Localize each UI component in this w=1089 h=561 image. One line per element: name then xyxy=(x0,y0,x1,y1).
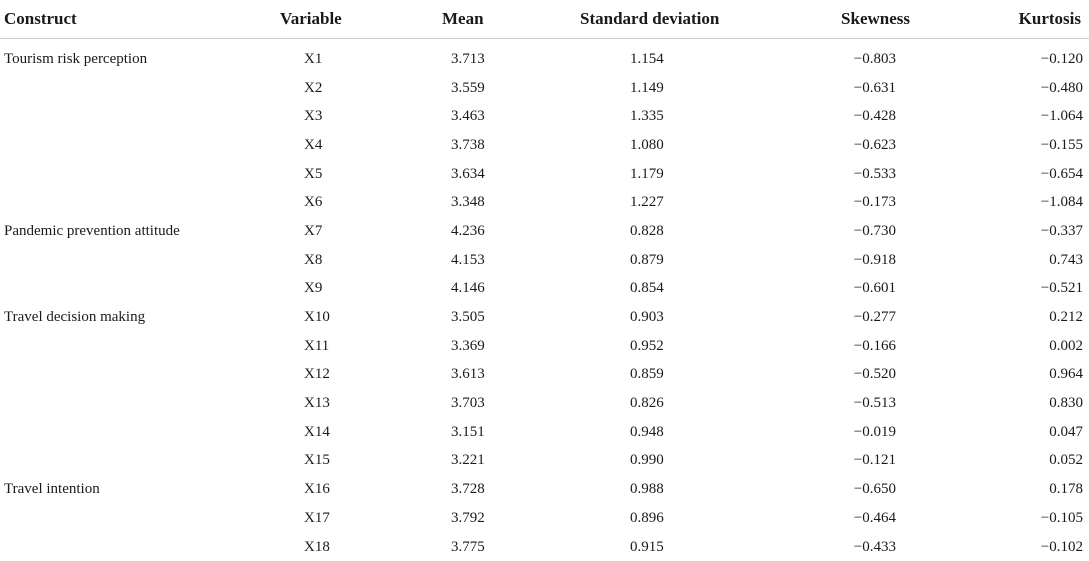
table-row xyxy=(0,45,1089,74)
cell-skewness: −0.277 xyxy=(750,303,930,332)
cell-construct: Tourism risk perception xyxy=(0,45,240,74)
cell-kurtosis: 0.743 xyxy=(930,246,1089,275)
header-mean: Mean xyxy=(400,0,530,39)
cell-standard-deviation: 0.990 xyxy=(530,447,750,476)
cell-skewness: −0.019 xyxy=(750,418,930,447)
table-row xyxy=(0,389,1089,418)
cell-construct xyxy=(0,246,240,275)
cell-kurtosis: 0.212 xyxy=(930,303,1089,332)
cell-variable: X12 xyxy=(240,361,400,390)
cell-standard-deviation: 0.879 xyxy=(530,246,750,275)
cell-kurtosis: −0.120 xyxy=(930,45,1089,74)
cell-standard-deviation: 0.948 xyxy=(530,418,750,447)
table-row xyxy=(0,217,1089,246)
cell-construct: Travel intention xyxy=(0,475,240,504)
cell-variable: X10 xyxy=(240,303,400,332)
cell-standard-deviation: 0.859 xyxy=(530,361,750,390)
cell-mean: 3.505 xyxy=(400,303,530,332)
cell-mean: 4.153 xyxy=(400,246,530,275)
cell-skewness: −0.631 xyxy=(750,74,930,103)
cell-kurtosis: −0.337 xyxy=(930,217,1089,246)
cell-standard-deviation: 1.080 xyxy=(530,131,750,160)
cell-standard-deviation: 1.179 xyxy=(530,160,750,189)
cell-variable: X6 xyxy=(240,188,400,217)
cell-mean: 3.369 xyxy=(400,332,530,361)
cell-construct xyxy=(0,389,240,418)
cell-construct: Travel decision making xyxy=(0,303,240,332)
table-row xyxy=(0,188,1089,217)
table-row xyxy=(0,131,1089,160)
table-row xyxy=(0,447,1089,476)
cell-variable: X18 xyxy=(240,533,400,561)
cell-mean: 3.713 xyxy=(400,45,530,74)
cell-standard-deviation: 1.149 xyxy=(530,74,750,103)
cell-skewness: −0.428 xyxy=(750,102,930,131)
header-kurtosis: Kurtosis xyxy=(930,0,1089,39)
cell-kurtosis: 0.830 xyxy=(930,389,1089,418)
cell-variable: X1 xyxy=(240,45,400,74)
table-body xyxy=(0,39,1089,561)
cell-variable: X2 xyxy=(240,74,400,103)
table-row xyxy=(0,275,1089,304)
cell-kurtosis: 0.002 xyxy=(930,332,1089,361)
cell-mean: 3.613 xyxy=(400,361,530,390)
cell-construct xyxy=(0,447,240,476)
cell-construct xyxy=(0,504,240,533)
header-standard-deviation: Standard deviation xyxy=(530,0,750,39)
cell-construct xyxy=(0,361,240,390)
cell-mean: 3.221 xyxy=(400,447,530,476)
cell-mean: 3.634 xyxy=(400,160,530,189)
cell-kurtosis: −0.102 xyxy=(930,533,1089,561)
cell-standard-deviation: 1.154 xyxy=(530,45,750,74)
cell-standard-deviation: 0.915 xyxy=(530,533,750,561)
cell-construct xyxy=(0,533,240,561)
cell-mean: 3.463 xyxy=(400,102,530,131)
cell-construct xyxy=(0,188,240,217)
cell-skewness: −0.918 xyxy=(750,246,930,275)
table-row xyxy=(0,246,1089,275)
cell-standard-deviation: 0.896 xyxy=(530,504,750,533)
table-row xyxy=(0,504,1089,533)
table-row xyxy=(0,475,1089,504)
cell-skewness: −0.803 xyxy=(750,45,930,74)
cell-standard-deviation: 1.335 xyxy=(530,102,750,131)
cell-variable: X3 xyxy=(240,102,400,131)
table-row xyxy=(0,332,1089,361)
cell-kurtosis: 0.052 xyxy=(930,447,1089,476)
cell-variable: X13 xyxy=(240,389,400,418)
cell-standard-deviation: 1.227 xyxy=(530,188,750,217)
cell-skewness: −0.166 xyxy=(750,332,930,361)
cell-mean: 3.738 xyxy=(400,131,530,160)
cell-skewness: −0.513 xyxy=(750,389,930,418)
table-row xyxy=(0,418,1089,447)
table-row xyxy=(0,303,1089,332)
cell-construct xyxy=(0,332,240,361)
cell-kurtosis: −0.521 xyxy=(930,275,1089,304)
cell-mean: 3.151 xyxy=(400,418,530,447)
header-row xyxy=(0,0,1089,39)
cell-kurtosis: 0.178 xyxy=(930,475,1089,504)
cell-construct: Pandemic prevention attitude xyxy=(0,217,240,246)
cell-skewness: −0.173 xyxy=(750,188,930,217)
cell-standard-deviation: 0.854 xyxy=(530,275,750,304)
cell-skewness: −0.601 xyxy=(750,275,930,304)
cell-kurtosis: 0.964 xyxy=(930,361,1089,390)
cell-variable: X17 xyxy=(240,504,400,533)
cell-construct xyxy=(0,160,240,189)
cell-mean: 4.146 xyxy=(400,275,530,304)
header-variable: Variable xyxy=(240,0,400,39)
cell-mean: 4.236 xyxy=(400,217,530,246)
cell-skewness: −0.121 xyxy=(750,447,930,476)
cell-construct xyxy=(0,275,240,304)
header-skewness: Skewness xyxy=(750,0,930,39)
cell-standard-deviation: 0.988 xyxy=(530,475,750,504)
cell-kurtosis: −1.084 xyxy=(930,188,1089,217)
cell-skewness: −0.464 xyxy=(750,504,930,533)
cell-skewness: −0.533 xyxy=(750,160,930,189)
cell-variable: X8 xyxy=(240,246,400,275)
cell-mean: 3.728 xyxy=(400,475,530,504)
table-row xyxy=(0,361,1089,390)
cell-skewness: −0.623 xyxy=(750,131,930,160)
cell-variable: X16 xyxy=(240,475,400,504)
cell-variable: X15 xyxy=(240,447,400,476)
cell-mean: 3.559 xyxy=(400,74,530,103)
cell-skewness: −0.433 xyxy=(750,533,930,561)
cell-variable: X5 xyxy=(240,160,400,189)
cell-kurtosis: −0.480 xyxy=(930,74,1089,103)
cell-variable: X14 xyxy=(240,418,400,447)
table-row xyxy=(0,74,1089,103)
cell-variable: X4 xyxy=(240,131,400,160)
cell-mean: 3.792 xyxy=(400,504,530,533)
cell-skewness: −0.650 xyxy=(750,475,930,504)
cell-mean: 3.348 xyxy=(400,188,530,217)
cell-mean: 3.775 xyxy=(400,533,530,561)
table-row xyxy=(0,533,1089,561)
cell-kurtosis: −0.155 xyxy=(930,131,1089,160)
cell-standard-deviation: 0.826 xyxy=(530,389,750,418)
cell-standard-deviation: 0.903 xyxy=(530,303,750,332)
cell-construct xyxy=(0,74,240,103)
cell-mean: 3.703 xyxy=(400,389,530,418)
cell-skewness: −0.520 xyxy=(750,361,930,390)
cell-kurtosis: −1.064 xyxy=(930,102,1089,131)
cell-kurtosis: −0.105 xyxy=(930,504,1089,533)
table-row xyxy=(0,160,1089,189)
cell-variable: X7 xyxy=(240,217,400,246)
cell-kurtosis: −0.654 xyxy=(930,160,1089,189)
cell-kurtosis: 0.047 xyxy=(930,418,1089,447)
table-header xyxy=(0,0,1089,39)
cell-variable: X11 xyxy=(240,332,400,361)
cell-construct xyxy=(0,418,240,447)
cell-construct xyxy=(0,102,240,131)
header-construct: Construct xyxy=(0,0,240,39)
cell-variable: X9 xyxy=(240,275,400,304)
cell-standard-deviation: 0.828 xyxy=(530,217,750,246)
cell-skewness: −0.730 xyxy=(750,217,930,246)
cell-construct xyxy=(0,131,240,160)
cell-standard-deviation: 0.952 xyxy=(530,332,750,361)
table-row xyxy=(0,102,1089,131)
